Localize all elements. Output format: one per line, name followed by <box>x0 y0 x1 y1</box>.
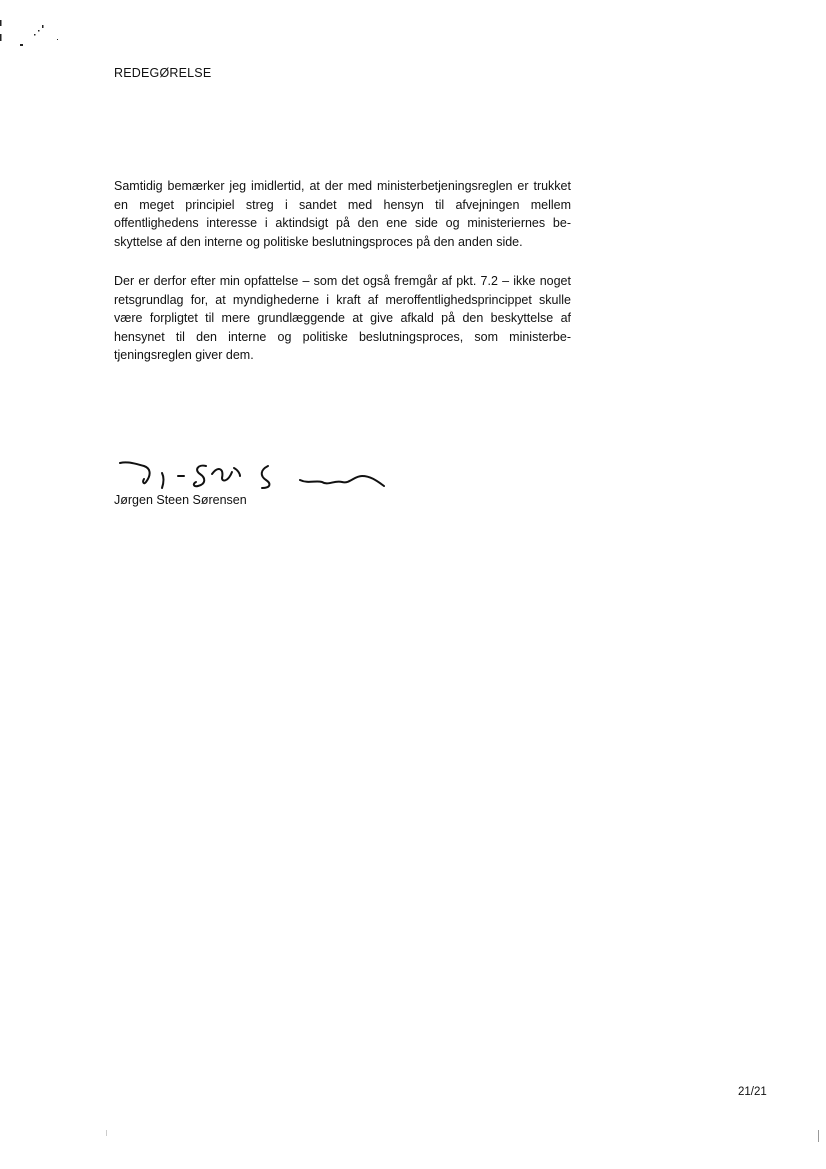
document-heading: REDEGØRELSE <box>114 66 212 80</box>
body-paragraph-2: Der er derfor efter min opfattelse – som det også fremgår af pkt. 7.2 – ikke noget retsgrundlag for, at myndighederne i kraft af meroffentlighedsprincippet skulle være forpligtet til mere grundlæggende at give afkald på den beskyttelse af hensynet til den interne og politiske beslutningsproces, som ministerbetjeningsreglen giver dem. <box>114 274 571 362</box>
signer-name: Jørgen Steen Sørensen <box>114 493 247 507</box>
body-paragraph-1: Samtidig bemærker jeg imidlertid, at der med ministerbetjeningsreglen er trukket en meget principiel streg i sandet med hensyn til afvejningen mellem offentlighedens interesse i aktindsigt på den ene side og ministeriernes beskyttelse af den interne og politiske beslutningsproces på den anden side. <box>114 179 571 249</box>
handwritten-signature <box>114 452 394 498</box>
page-number: 21/21 <box>738 1086 767 1098</box>
